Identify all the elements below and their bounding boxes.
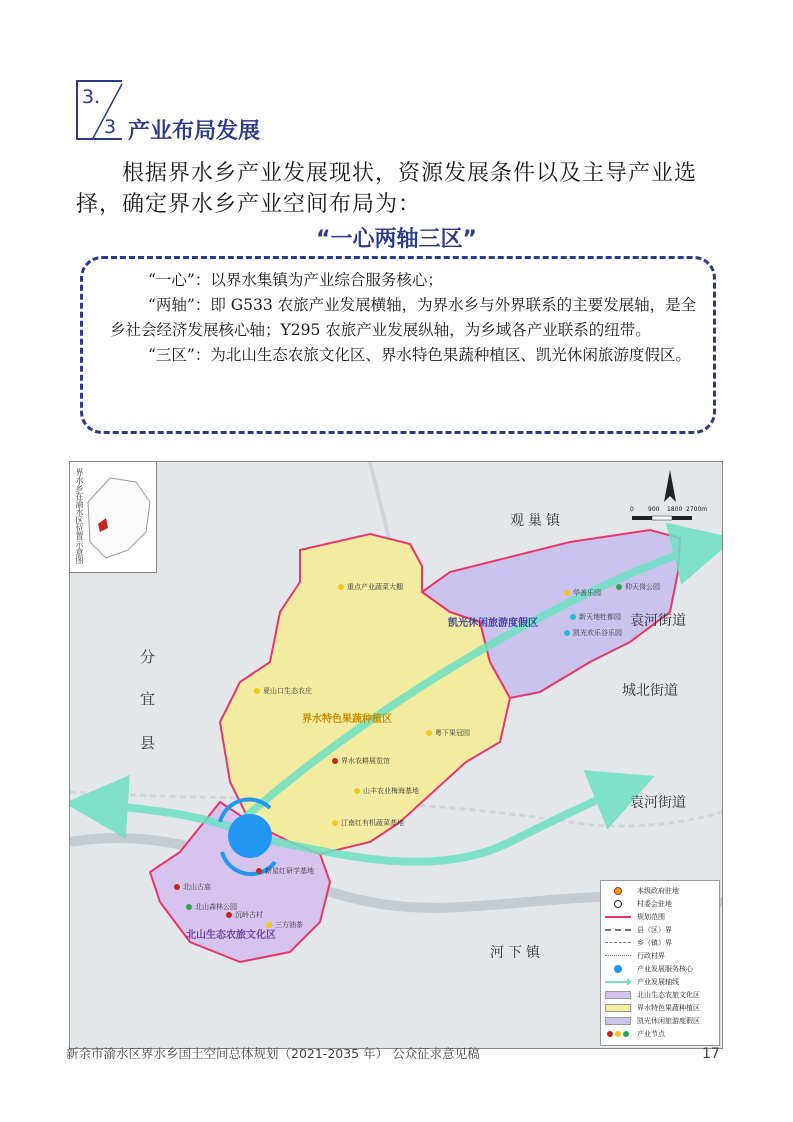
scale-3: 2700m	[686, 506, 708, 513]
node-label: 重点产业蔬菜大棚	[347, 583, 403, 591]
node-dot-icon	[266, 922, 272, 928]
node-label: 夏山口生态农庄	[263, 687, 312, 695]
node-13	[256, 866, 314, 876]
node-11	[174, 882, 211, 892]
label-hexia: 河下镇	[490, 945, 544, 961]
village-seat-icon	[605, 900, 631, 908]
node-label: 新星红研学基地	[265, 867, 314, 875]
node-dot-icon	[354, 788, 360, 794]
beishan-swatch-icon	[605, 991, 631, 999]
label-zone-kaiguang: 凯光休闲旅游度假区	[448, 618, 538, 629]
legend-row	[605, 963, 693, 975]
node-label: 粤下果冠园	[435, 729, 470, 737]
map-legend	[600, 880, 720, 1046]
label-chengbei: 城北街道	[622, 683, 678, 699]
summary-line-core: “一心”：以界水集镇为产业综合服务核心；	[148, 271, 443, 289]
summary-text	[110, 268, 700, 368]
label-fenyi-1: 分	[140, 648, 156, 666]
legend-row	[605, 885, 679, 897]
label-zone-beishan: 北山生态农旅文化区	[186, 930, 276, 941]
node-15	[266, 920, 303, 930]
scale-bar	[632, 516, 692, 520]
node-6	[254, 686, 312, 696]
node-label: 仰天岗公园	[625, 583, 660, 591]
legend-label: 本级政府驻地	[637, 887, 679, 895]
node-dot-icon	[426, 730, 432, 736]
label-yuanhe-2: 袁河街道	[630, 795, 686, 811]
legend-label: 北山生态农旅文化区	[637, 991, 700, 999]
node-10	[332, 818, 404, 828]
label-fenyi-3: 县	[140, 734, 156, 752]
node-14	[226, 910, 263, 920]
node-dot-icon	[338, 584, 344, 590]
legend-row	[605, 1002, 700, 1014]
page-number: 17	[702, 1046, 720, 1062]
label-yuanhe-1: 袁河街道	[630, 613, 686, 629]
node-dot-icon	[564, 630, 570, 636]
node-label: 北山森林公园	[195, 903, 237, 911]
node-dot-icon	[254, 688, 260, 694]
label-guancao: 观巢镇	[510, 513, 564, 529]
node-label: 三方油茶	[275, 921, 303, 929]
legend-label: 乡（镇）界	[637, 939, 672, 947]
node-label: 新天地牡都园	[579, 613, 621, 621]
legend-row	[605, 976, 679, 988]
node-dot-icon	[616, 584, 622, 590]
label-fenyi-2: 宜	[140, 690, 156, 708]
node-label: 山丰农业梅海基地	[363, 787, 419, 795]
core-icon	[605, 965, 631, 973]
jieshui-swatch-icon	[605, 1004, 631, 1012]
section-number-bottom: 3	[104, 116, 117, 138]
node-dot-icon	[174, 884, 180, 890]
node-dot-icon	[570, 614, 576, 620]
node-2	[564, 588, 601, 598]
legend-label: 县（区）界	[637, 926, 672, 934]
axis-arrow-icon	[605, 978, 631, 986]
node-dots-icon	[605, 1030, 631, 1038]
legend-label: 产业节点	[637, 1030, 665, 1038]
node-3	[616, 582, 660, 592]
inset-title: 界水乡在渝水区位置示意图	[75, 468, 84, 564]
node-label: 江南红有机蔬菜基地	[341, 819, 404, 827]
legend-label: 村委会驻地	[637, 900, 672, 908]
node-7	[426, 728, 470, 738]
location-inset	[70, 462, 157, 573]
summary-line-zones: “三区”：为北山生态农旅文化区、界水特色果蔬种植区、凯光休闲旅游度假区。	[148, 346, 691, 364]
legend-row	[605, 924, 672, 936]
scale-0: 0	[630, 506, 634, 513]
summary-line-axes: “两轴”：即 G533 农旅产业发展横轴，为界水乡与外界联系的主要发展轴，是全乡社会经济发展核心轴；Y295 农旅产业发展纵轴，为乡域各产业联系的纽带。	[110, 296, 697, 339]
county-boundary-icon	[605, 926, 631, 934]
intro-paragraph	[76, 158, 726, 220]
node-label: 凯光欢乐谷乐园	[573, 629, 622, 637]
inset-graphic	[70, 462, 156, 572]
node-9	[354, 786, 419, 796]
node-1	[338, 582, 403, 592]
township-boundary-icon	[605, 939, 631, 947]
scale-2: 1800	[667, 506, 683, 513]
village-boundary-icon	[605, 952, 631, 960]
legend-row	[605, 1015, 700, 1027]
legend-label: 产业发展服务核心	[637, 965, 693, 973]
footer-text: 新余市渝水区界水乡国土空间总体规划（2021-2035 年） 公众征求意见稿	[66, 1046, 480, 1061]
kaiguang-swatch-icon	[605, 1017, 631, 1025]
legend-label: 行政村界	[637, 952, 665, 960]
legend-label: 规划范围	[637, 913, 665, 921]
node-dot-icon	[332, 758, 338, 764]
section-title: 产业布局发展	[128, 119, 261, 144]
legend-row	[605, 989, 700, 1001]
node-label: 界水农耕展览馆	[341, 757, 390, 765]
scale-1: 900	[648, 506, 660, 513]
node-label: 沉岭古村	[235, 911, 263, 919]
intro-text: 根据界水乡产业发展现状，资源发展条件以及主导产业选择，确定界水乡产业空间布局为：	[76, 161, 698, 217]
node-4	[570, 612, 621, 622]
node-label: 华善乐园	[573, 589, 601, 597]
industry-layout-map	[69, 461, 723, 1049]
legend-row	[605, 898, 672, 910]
plan-boundary-icon	[605, 913, 631, 921]
layout-highlight: “一心两轴三区”	[316, 227, 477, 252]
node-8	[332, 756, 390, 766]
section-number-top: 3.	[82, 86, 101, 108]
node-dot-icon	[564, 590, 570, 596]
legend-row	[605, 950, 665, 962]
legend-label: 界水特色果蔬种植区	[637, 1004, 700, 1012]
node-dot-icon	[256, 868, 262, 874]
legend-label: 凯光休闲旅游度假区	[637, 1017, 700, 1025]
node-label: 北山古庙	[183, 883, 211, 891]
legend-row	[605, 1028, 665, 1040]
gov-seat-icon	[605, 887, 631, 895]
node-dot-icon	[332, 820, 338, 826]
node-dot-icon	[186, 904, 192, 910]
legend-label: 产业发展轴线	[637, 978, 679, 986]
label-zone-jieshui: 界水特色果蔬种植区	[302, 714, 392, 725]
section-number	[76, 80, 122, 140]
node-5	[564, 628, 622, 638]
node-dot-icon	[226, 912, 232, 918]
legend-row	[605, 911, 665, 923]
legend-row	[605, 937, 672, 949]
